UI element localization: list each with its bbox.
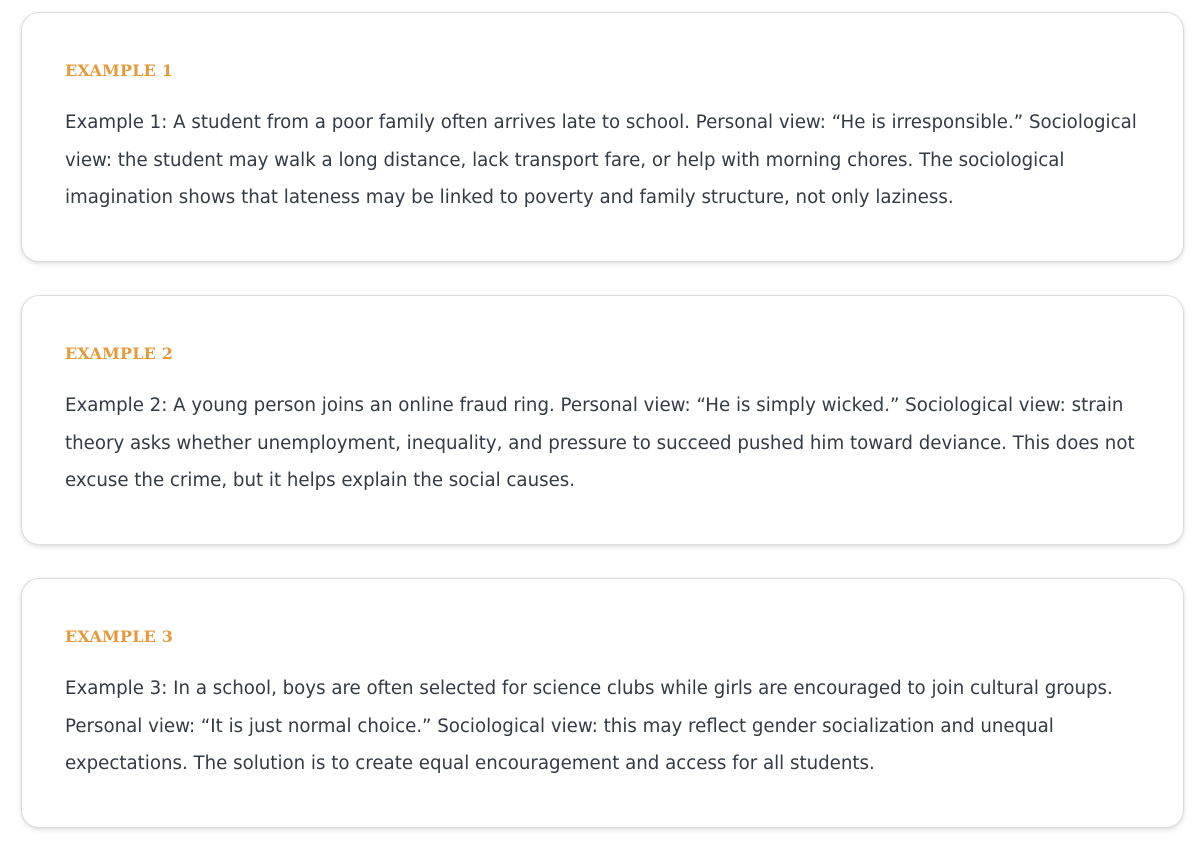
example-card-3 [21,578,1184,828]
examples-list [21,12,1184,861]
example-label: EXAMPLE 3 [65,627,174,646]
example-text: Example 1: A student from a poor family often arrives late to school. Personal view: “He is irresponsible.” Sociological view: the student may walk a long distance, lack transport fare, or help with morning chores. The sociological imagination shows that lateness may be linked to poverty and family structure, not only laziness. [65,112,1137,208]
example-text: Example 3: In a school, boys are often selected for science clubs while girls are encouraged to join cultural groups. Personal view: “It is just normal choice.” Sociological view: this may reflect gender socialization and unequal expectations. The solution is to create equal encouragement and access for all students. [65,678,1113,774]
example-card-1 [21,12,1184,262]
example-card-2 [21,295,1184,545]
example-label: EXAMPLE 1 [65,61,174,80]
example-label: EXAMPLE 2 [65,344,174,363]
example-text: Example 2: A young person joins an online fraud ring. Personal view: “He is simply wicked.” Sociological view: strain theory asks whether unemployment, inequality, and pressure to succeed pushed him toward deviance. This does not excuse the crime, but it helps explain the social causes. [65,395,1135,491]
